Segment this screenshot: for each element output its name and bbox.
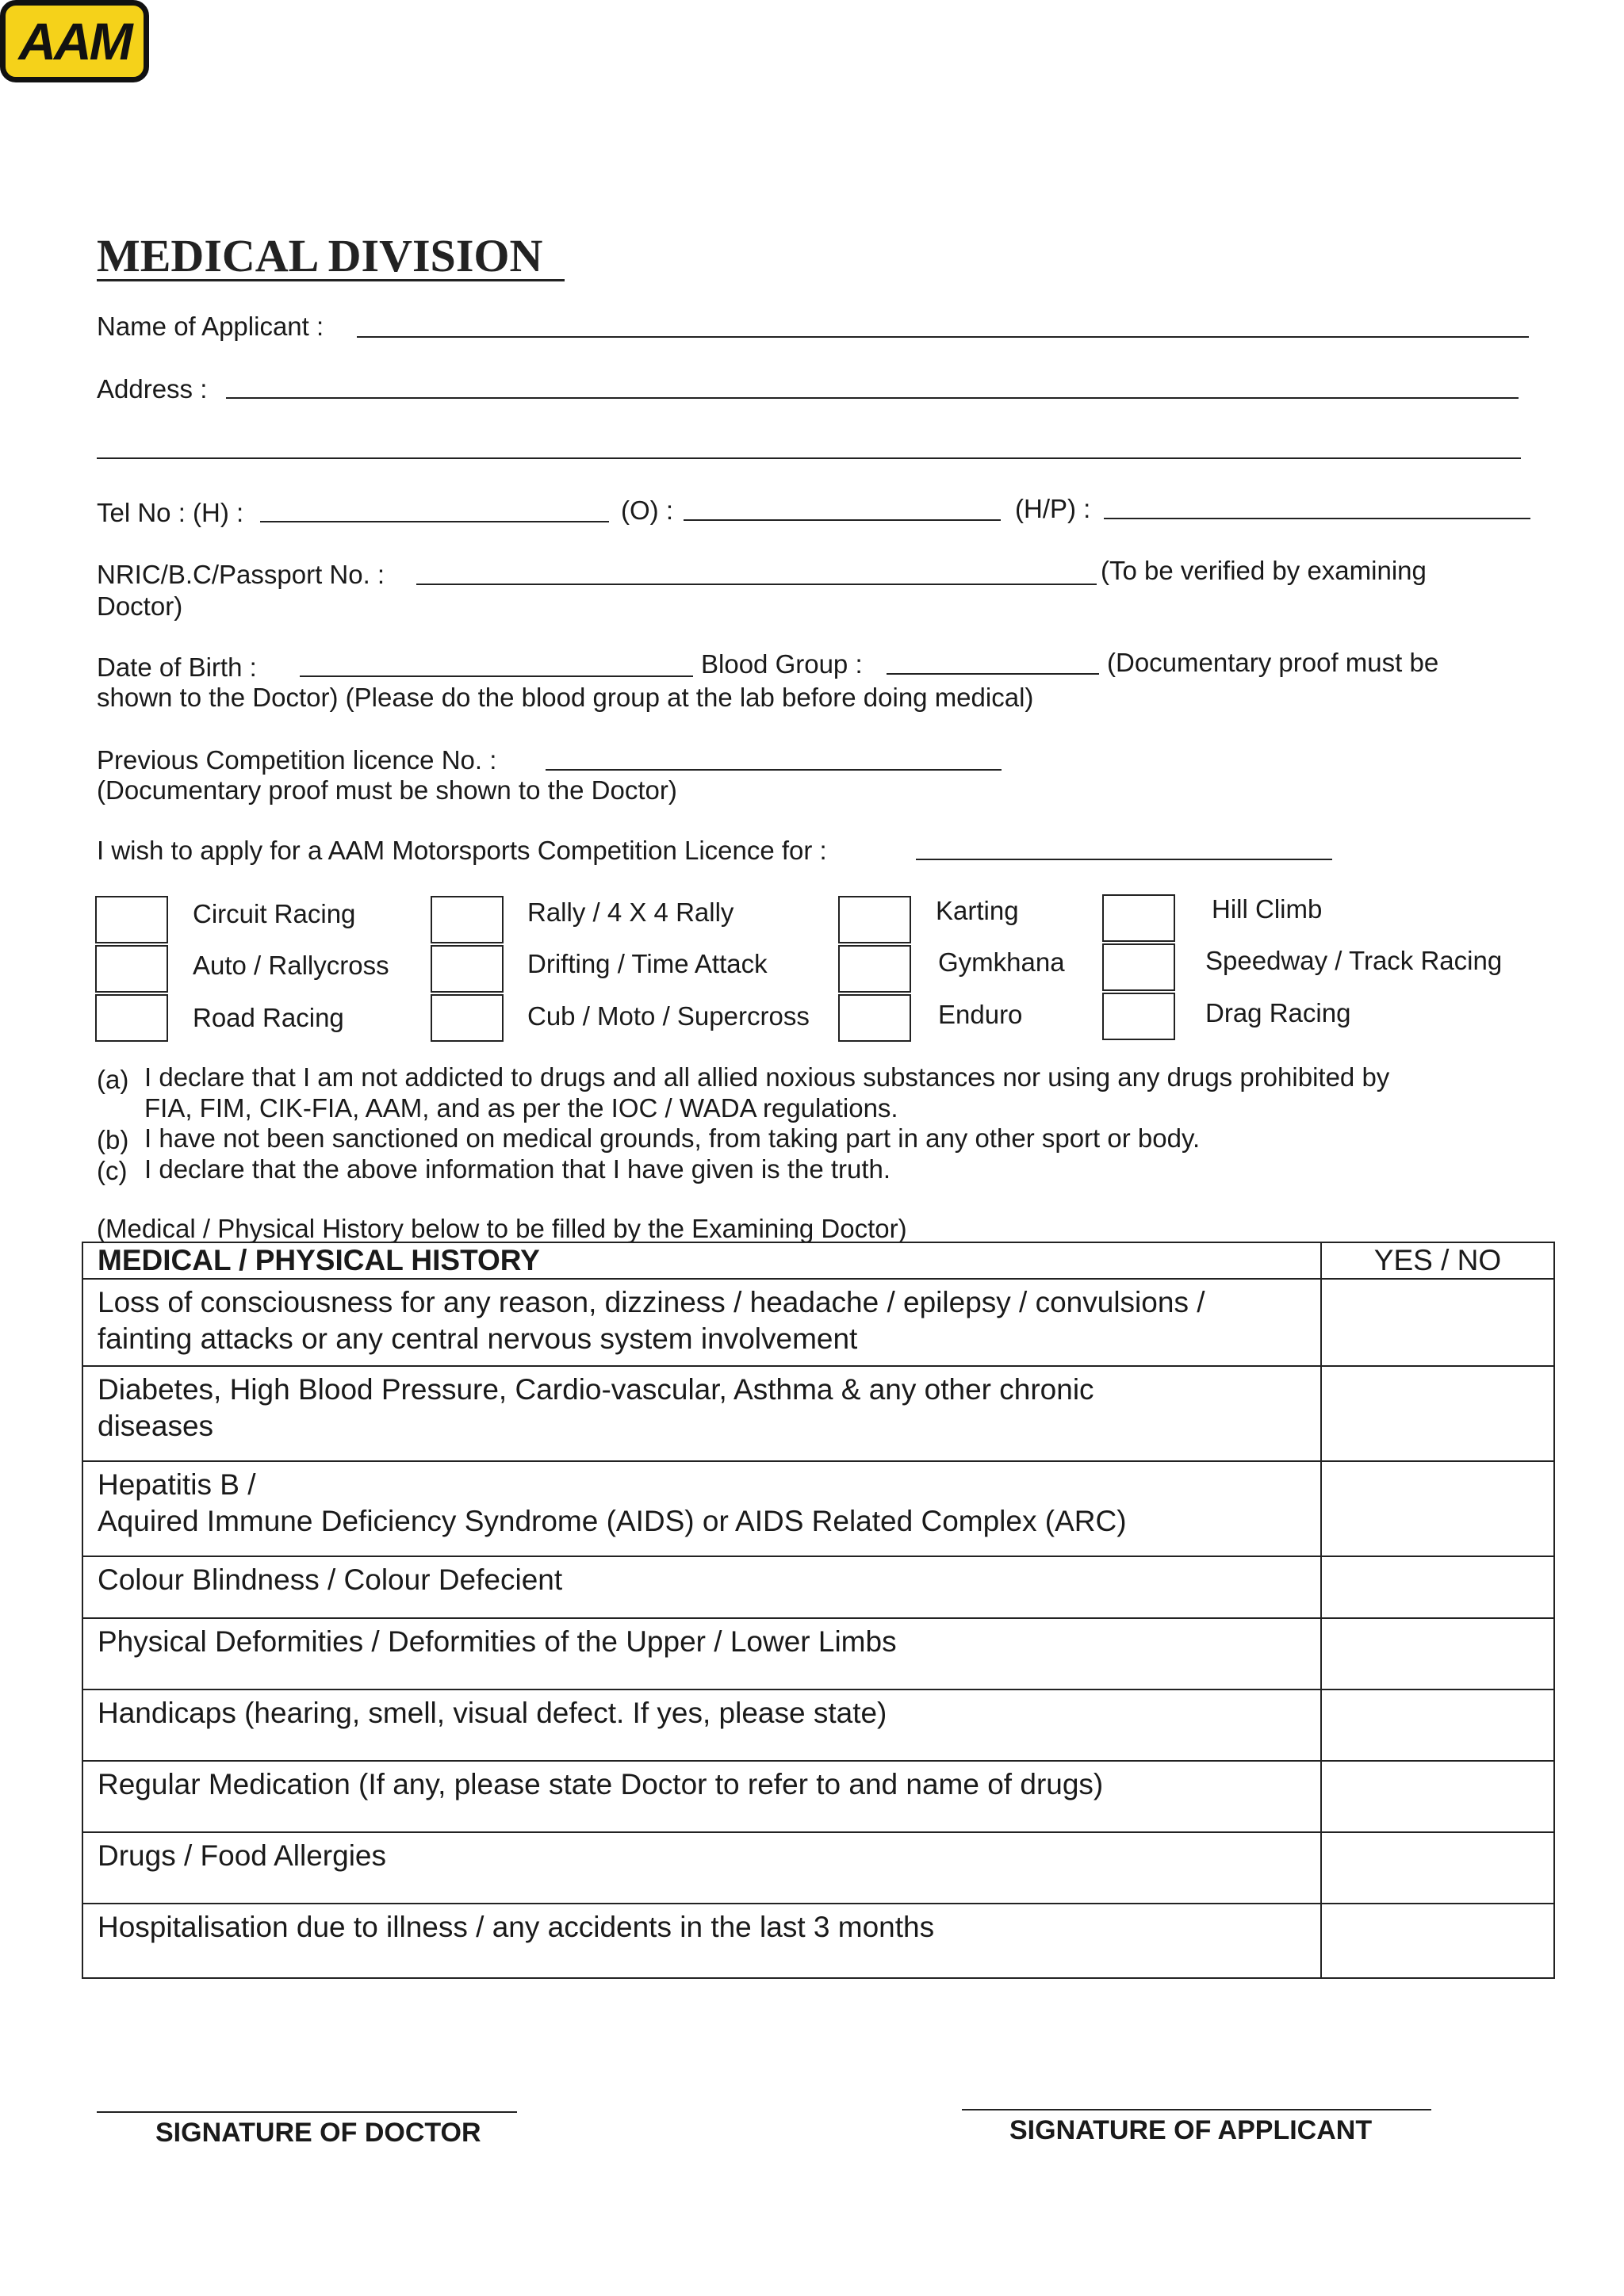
applicant-signature-label: SIGNATURE OF APPLICANT [1009,2115,1373,2145]
dob-field[interactable] [300,675,693,677]
name-field[interactable] [357,336,1529,338]
nric-label: NRIC/B.C/Passport No. : [97,560,385,589]
blood-group-field[interactable] [887,673,1099,675]
licence-apply-field[interactable] [916,859,1332,860]
table-row [82,1618,1554,1689]
licence-apply-label: I wish to apply for a AAM Motorsports Competition Licence for : [97,836,827,865]
checkbox-karting[interactable] [838,896,911,943]
table-row [82,1279,1554,1366]
checkbox-auto-rallycross[interactable] [95,945,168,993]
option-rally-4x4: Rally / 4 X 4 Rally [527,897,734,927]
history-item-text: Physical Deformities / Deformities of the Upper / Lower Limbs [98,1625,897,1658]
tel-hp-field[interactable] [1104,518,1530,519]
checkbox-hill-climb[interactable] [1102,894,1175,942]
aam-logo [0,0,149,82]
nric-note: (To be verified by examining [1101,556,1427,585]
yes-no-cell[interactable] [1321,1761,1554,1832]
option-road-racing: Road Racing [193,1003,344,1032]
name-label: Name of Applicant : [97,312,324,341]
table-row [82,1904,1554,1978]
history-item [82,1689,1321,1761]
option-circuit-racing: Circuit Racing [193,899,356,928]
nric-note-continued: Doctor) [97,591,183,621]
declaration-a-text-continued: FIA, FIM, CIK-FIA, AAM, and as per the IOC / WADA regulations. [144,1093,898,1123]
address-label: Address : [97,374,208,404]
blood-group-label: Blood Group : [701,649,863,679]
checkbox-road-racing[interactable] [95,994,168,1042]
yes-no-cell[interactable] [1321,1461,1554,1556]
history-note: (Medical / Physical History below to be filled by the Examining Doctor) [97,1214,907,1243]
doctor-signature-line[interactable] [97,2111,517,2113]
address-field-line-1[interactable] [226,397,1519,399]
doctor-signature-label: SIGNATURE OF DOCTOR [155,2118,481,2148]
blood-group-note-continued: shown to the Doctor) (Please do the blood group at the lab before doing medical) [97,683,1034,712]
checkbox-gymkhana[interactable] [838,945,911,993]
nric-field[interactable] [416,584,1097,585]
declaration-a-marker: (a) [97,1065,129,1094]
history-item-text: Hospitalisation due to illness / any accidents in the last 3 months [98,1911,935,1943]
logo-text: AAM [18,12,131,71]
table-header-row [82,1242,1554,1279]
address-field-line-2[interactable] [97,457,1521,459]
option-speedway-track-racing: Speedway / Track Racing [1205,946,1503,975]
previous-licence-field[interactable] [546,769,1002,771]
applicant-signature-line[interactable] [962,2109,1431,2110]
history-item [82,1461,1321,1556]
option-enduro: Enduro [938,1000,1023,1029]
history-item [82,1761,1321,1832]
option-cub-moto-supercross: Cub / Moto / Supercross [527,1001,810,1031]
declaration-b-text: I have not been sanctioned on medical grounds, from taking part in any other sport or body. [144,1123,1201,1153]
table-row [82,1761,1554,1832]
tel-office-label: (O) : [621,496,673,525]
checkbox-drifting-time-attack[interactable] [431,945,504,993]
declaration-b-marker: (b) [97,1125,129,1154]
history-item [82,1279,1321,1366]
yes-no-cell[interactable] [1321,1366,1554,1461]
history-item-text: Regular Medication (If any, please state Doctor to refer to and name of drugs) [98,1768,1104,1800]
table-row [82,1366,1554,1461]
checkbox-rally-4x4[interactable] [431,896,504,943]
option-drag-racing: Drag Racing [1205,998,1351,1027]
history-item [82,1366,1321,1461]
option-drifting-time-attack: Drifting / Time Attack [527,949,768,978]
history-item-text: Drugs / Food Allergies [98,1839,387,1872]
yes-no-cell[interactable] [1321,1904,1554,1978]
tel-home-field[interactable] [260,521,609,522]
table-row [82,1832,1554,1904]
previous-licence-note: (Documentary proof must be shown to the Doctor) [97,775,677,805]
option-auto-rallycross: Auto / Rallycross [193,951,389,980]
blood-group-note: (Documentary proof must be [1107,648,1439,677]
previous-licence-label: Previous Competition licence No. : [97,745,497,775]
table-row [82,1689,1554,1761]
history-column-header: MEDICAL / PHYSICAL HISTORY [82,1242,1321,1279]
yes-no-cell[interactable] [1321,1556,1554,1618]
table-row [82,1556,1554,1618]
table-row [82,1461,1554,1556]
history-item-text: Diabetes, High Blood Pressure, Cardio-vascular, Asthma & any other chronic [98,1373,1094,1406]
declaration-c-marker: (c) [97,1156,128,1185]
history-item [82,1618,1321,1689]
yes-no-cell[interactable] [1321,1689,1554,1761]
checkbox-speedway-track-racing[interactable] [1102,943,1175,991]
history-item-text: Loss of consciousness for any reason, dizziness / headache / epilepsy / convulsions / [98,1286,1205,1318]
declaration-c-text: I declare that the above information that I have given is the truth. [144,1154,891,1184]
dob-label: Date of Birth : [97,652,257,682]
history-item-text-continued: fainting attacks or any central nervous system involvement [98,1322,858,1355]
tel-home-label: Tel No : (H) : [97,498,244,527]
medical-history-table [82,1242,1555,1979]
tel-hp-label: (H/P) : [1015,494,1091,523]
yes-no-cell[interactable] [1321,1832,1554,1904]
yes-no-cell[interactable] [1321,1279,1554,1366]
option-hill-climb: Hill Climb [1212,894,1323,924]
history-item [82,1904,1321,1978]
history-item [82,1832,1321,1904]
yes-no-column-header: YES / NO [1321,1242,1554,1279]
checkbox-cub-moto-supercross[interactable] [431,994,504,1042]
history-item-text: Handicaps (hearing, smell, visual defect. If yes, please state) [98,1697,887,1729]
history-item-text-continued: diseases [98,1410,214,1442]
history-item [82,1556,1321,1618]
checkbox-drag-racing[interactable] [1102,993,1175,1040]
checkbox-circuit-racing[interactable] [95,896,168,943]
history-item-text-continued: Aquired Immune Deficiency Syndrome (AIDS) or AIDS Related Complex (ARC) [98,1505,1127,1537]
tel-office-field[interactable] [684,519,1001,521]
history-item-text: Colour Blindness / Colour Defecient [98,1563,563,1596]
option-gymkhana: Gymkhana [938,947,1065,977]
title-underline [97,279,565,281]
page-title: MEDICAL DIVISION [97,230,543,281]
yes-no-cell[interactable] [1321,1618,1554,1689]
declaration-a-text: I declare that I am not addicted to drugs and all allied noxious substances nor using any drugs prohibited by [144,1062,1390,1092]
history-item-text: Hepatitis B / [98,1468,256,1501]
checkbox-enduro[interactable] [838,994,911,1042]
option-karting: Karting [936,896,1019,925]
